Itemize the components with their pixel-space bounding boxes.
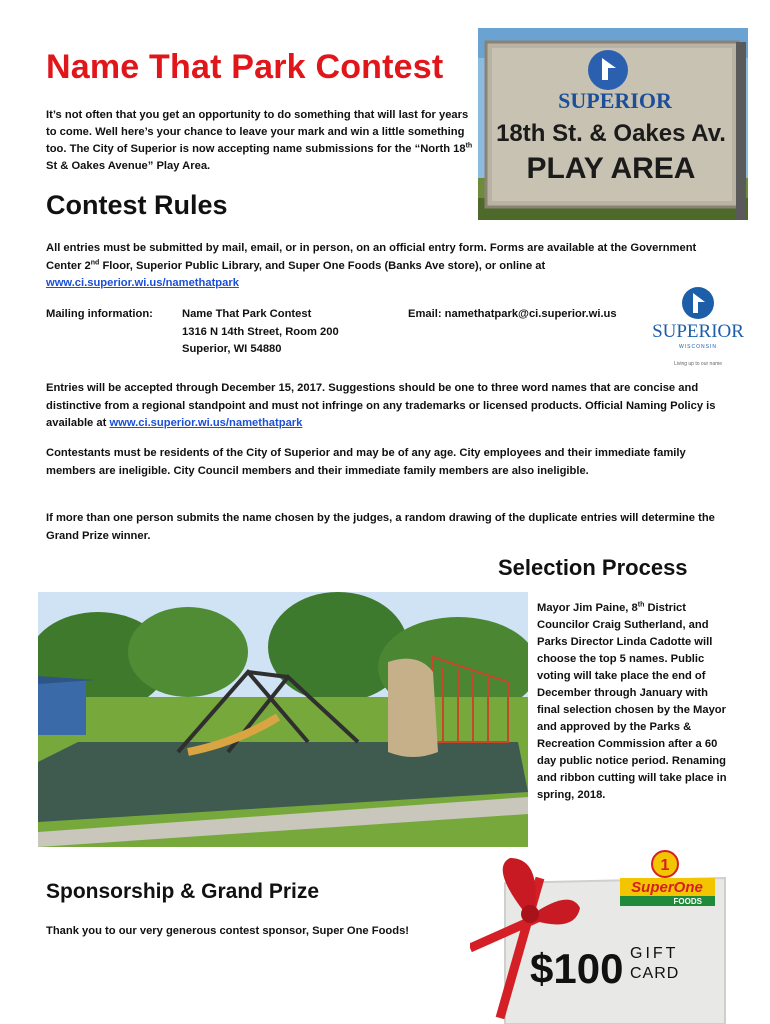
contest-rules-heading: Contest Rules — [46, 190, 228, 220]
naming-policy-link[interactable]: www.ci.superior.wi.us/namethatpark — [109, 417, 303, 429]
page-title: Name That Park Contest — [46, 48, 444, 86]
svg-text:CARD: CARD — [630, 965, 680, 982]
sponsorship-paragraph: Thank you to our very generous contest sponsor, Super One Foods! — [46, 925, 410, 937]
svg-text:FOODS: FOODS — [673, 897, 702, 906]
intro-paragraph: It’s not often that you get an opportunity to do something that will last for years to come. Well here’s your chance to leave your mark and win a little something too. The City of Superior is now accepting name submissions for the “North 18th St & Oakes Avenue” Play Area. — [46, 109, 473, 172]
sign-brand-text: SUPERIOR — [558, 88, 672, 113]
sign-line2-text: PLAY AREA — [526, 152, 696, 185]
svg-text:$100: $100 — [530, 945, 624, 992]
entries-paragraph: Entries will be accepted through December 15, 2017. Suggestions should be one to three word names that are concise and distinctive from a regional standpoint and must not infringe on any trademarks or licensed products. Official Naming Policy is available at www.ci.superior.wi.us/namethatpark — [46, 382, 716, 429]
park-sign-photo — [478, 28, 748, 220]
contest-email[interactable]: Email: namethatpark@ci.superior.wi.us — [408, 308, 617, 320]
sign-line1-text: 18th St. & Oakes Av. — [496, 120, 726, 147]
eligibility-paragraph: Contestants must be residents of the City of Superior and may be of any age. City employees and their immediate family members are ineligible. City Council members and their immediate family members are also ineligible. — [46, 447, 686, 477]
playground-photo — [38, 592, 528, 847]
svg-text:1: 1 — [660, 857, 670, 874]
superior-logo — [652, 285, 744, 370]
svg-text:SuperOne: SuperOne — [631, 879, 703, 896]
mailing-address: Name That Park Contest 1316 N 14th Street, Room 200 Superior, WI 54880 — [182, 308, 339, 355]
svg-text:WISCONSIN: WISCONSIN — [679, 344, 717, 350]
sponsorship-heading: Sponsorship & Grand Prize — [46, 880, 320, 903]
tiebreak-paragraph: If more than one person submits the name chosen by the judges, a random drawing of the duplicate entries will determine the Grand Prize winner. — [46, 512, 715, 542]
svg-text:Living up to our name: Living up to our name — [673, 361, 723, 367]
svg-text:GIFT: GIFT — [630, 945, 679, 962]
entry-form-link[interactable]: www.ci.superior.wi.us/namethatpark — [46, 277, 239, 289]
svg-text:SUPERIOR: SUPERIOR — [652, 321, 744, 342]
mailing-label: Mailing information: — [46, 308, 153, 320]
rules-paragraph: All entries must be submitted by mail, email, or in person, on an official entry form. Forms are available at the Government Center 2nd Floor, Superior Public Library, and Super One Foods (Banks Ave store), or online at www.ci.superior.wi.us/namethatpark — [46, 242, 697, 289]
selection-process-heading: Selection Process — [498, 555, 688, 580]
selection-paragraph: Mayor Jim Paine, 8th District Councilor Craig Sutherland, and Parks Director Linda Cadotte will choose the top 5 names. Public voting will take place the end of December through January with final selection chosen by the Mayor and approved by the Parks & Recreation Commission after a 60 day public notice period. Renaming and ribbon cutting will take place in spring, 2018. — [537, 601, 727, 801]
gift-card-image — [470, 848, 730, 1024]
